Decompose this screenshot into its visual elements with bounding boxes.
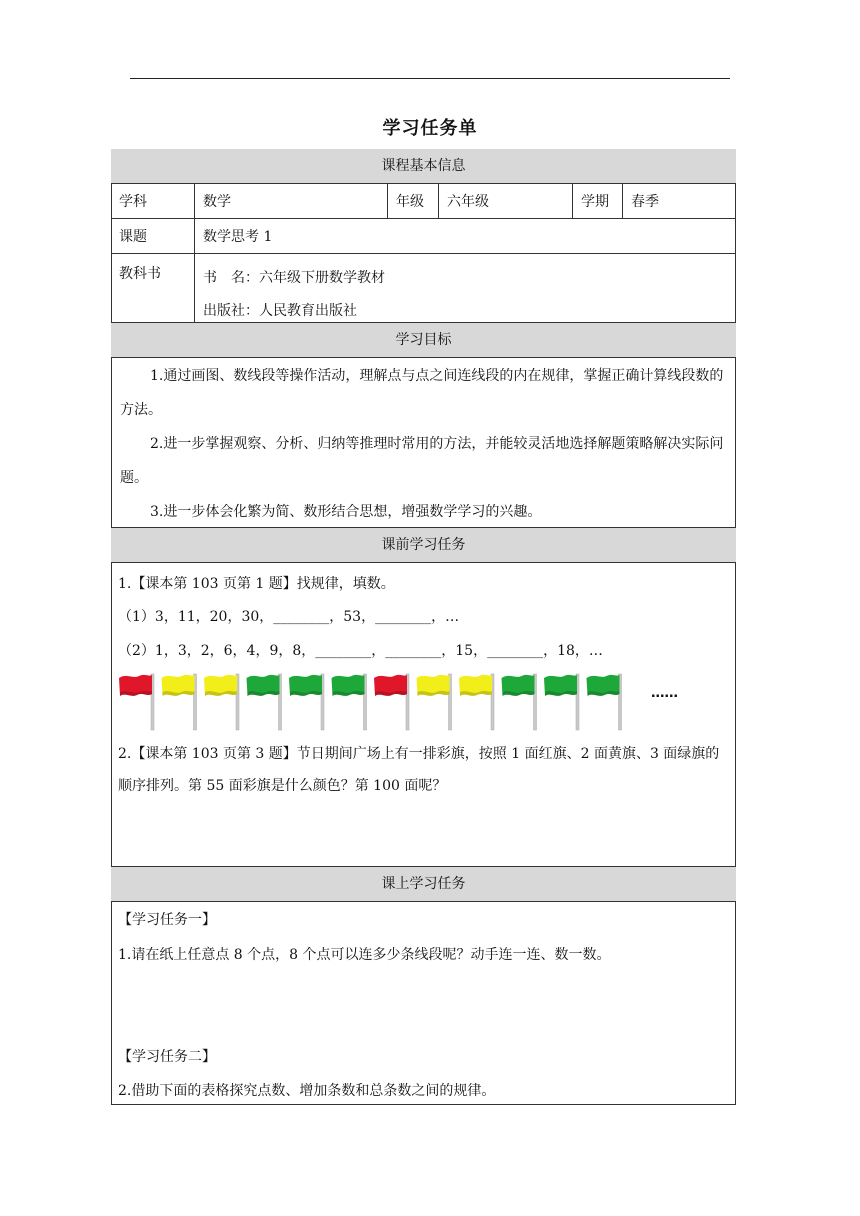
flag-yellow-icon [162,674,197,730]
flag-yellow-icon [417,674,452,730]
goal-1: 1.通过画图、数线段等操作活动，理解点与点之间连线段的内在规律，掌握正确计算线段数的方法。 [120,368,724,418]
flag-red-icon [119,674,154,730]
task-1-heading: 【学习任务一】 [118,912,216,928]
info-row [111,184,736,219]
flag-green-icon [332,674,367,730]
grade-label: 年级 [388,184,439,218]
sequence-1: （1）3，11，20，30，________，53，________，… [118,609,460,625]
flag-green-icon [544,674,579,730]
section-header-preclass: 课前学习任务 [111,528,736,563]
textbook-label: 教科书 [111,254,195,322]
flag-red-icon [374,674,409,730]
sequence-2: （2）1，3，2，6，4，9，8，________，________，15，________，18，… [118,643,603,659]
page-title: 学习任务单 [382,118,478,139]
flag-yellow-icon [204,674,239,730]
topic-label: 课题 [111,219,195,253]
grade-value: 六年级 [439,184,573,218]
header-rule [130,78,730,79]
subject-value: 数学 [195,184,388,218]
goal-2: 2.进一步掌握观察、分析、归纳等推理时常用的方法，并能较灵活地选择解题策略解决实际问题。 [120,436,724,486]
textbook-details [195,254,736,322]
flag-green-icon [289,674,324,730]
flag-green-icon [502,674,537,730]
task-1-text: 1.请在纸上任意点 8 个点，8 个点可以连多少条线段呢？动手连一连、数一数。 [118,947,611,963]
section-header-inclass: 课上学习任务 [111,867,736,902]
textbook-publisher: 出版社：人民教育出版社 [203,303,357,319]
topic-row [111,219,736,254]
task-2-text: 2.借助下面的表格探究点数、增加条数和总条数之间的规律。 [118,1083,496,1099]
subject-label: 学科 [111,184,195,218]
textbook-row [111,254,736,323]
flags-ellipsis: …… [651,685,678,701]
goal-3: 3.进一步体会化繁为简、数形结合思想，增强数学学习的兴趣。 [150,504,542,520]
flag-green-icon [247,674,282,730]
task-2-heading: 【学习任务二】 [118,1049,216,1065]
flag-row-illustration [116,670,716,732]
section-header-info: 课程基本信息 [111,149,736,184]
flag-green-icon [587,674,622,730]
preclass-question-1: 1.【课本第 103 页第 1 题】找规律，填数。 [118,576,395,592]
term-label: 学期 [573,184,623,218]
topic-value: 数学思考 1 [203,229,273,245]
section-header-goals: 学习目标 [111,323,736,358]
preclass-question-2: 2.【课本第 103 页第 3 题】节日期间广场上有一排彩旗，按照 1 面红旗、2 面黄旗、3 面绿旗的顺序排列。第 55 面彩旗是什么颜色？第 100 面呢？ [118,746,720,794]
term-value: 春季 [631,194,659,210]
flag-yellow-icon [459,674,494,730]
textbook-name: 书 名：六年级下册数学教材 [203,270,385,286]
